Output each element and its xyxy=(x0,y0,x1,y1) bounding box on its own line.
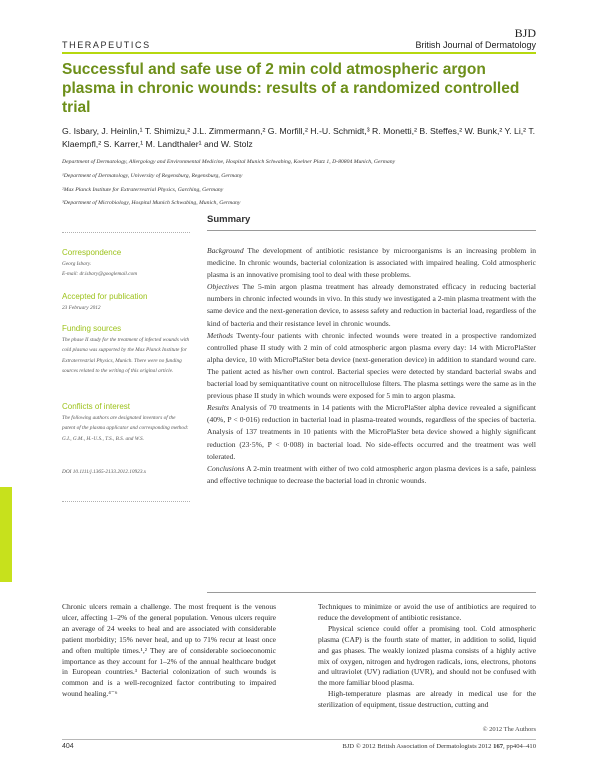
abstract-results xyxy=(207,402,536,462)
body-paragraph: Physical science could offer a promising tool. Cold atmospheric plasma (CAP) is the fourth state of matter, in addition to solid, liquid and gas phases. The weakly ionized plasma consists of a highly active mix of oxygen, nitrogen and hydrogen radicals, ions, electrons, photons and ultraviolet (UV) radiation (UVR), and should not be confused with the more familiar blood plasma. xyxy=(318,623,536,688)
section-tab xyxy=(0,487,12,582)
copyright: © 2012 The Authors xyxy=(482,726,536,733)
body-column-left xyxy=(62,602,276,700)
background-label: Background xyxy=(207,246,244,255)
accepted-heading: Accepted for publication xyxy=(62,292,148,301)
body-paragraph: Chronic ulcers remain a challenge. The most frequent is the venous ulcer, affecting 1–2% of the general population. Venous ulcers require an average of 24 weeks to heal and are associated with considerable patient morbidity; 15% never heal, and up to 71% recur at least once and often multiple times.¹,² They are of considerable socioeconomic importance as they account for 1–2% of the annual healthcare budget in European countries.³ Bacterial colonization of such wounds is common and is a well-recognized factor contributing to impaired wound healing.⁴⁻⁶ xyxy=(62,602,276,699)
methods-label: Methods xyxy=(207,330,233,340)
objectives-text: The 5-min argon plasma treatment has already demonstrated efficacy in reducing bacterial numbers in chronic infected wounds in vivo. In this study we investigated a 2-min plasma treatment with the same device and the next-generation device, to assess safety and reduction in bacterial load, regardless of the kind of bacteria and their resistance level in chronic wounds. xyxy=(207,282,536,328)
abstract-methods xyxy=(207,330,536,403)
abstract xyxy=(207,245,536,487)
correspondence-heading: Correspondence xyxy=(62,248,122,257)
objectives-label: Objectives xyxy=(207,282,239,292)
journal-abbrev: BJD xyxy=(514,26,536,40)
citation-volume: 167 xyxy=(493,743,504,750)
footer-rule xyxy=(62,739,536,740)
conclusions-text: A 2-min treatment with either of two cold atmospheric argon plasma devices is a safe, painless and effective technique to decrease the bacterial load in chronic wounds. xyxy=(207,463,536,485)
body-paragraph: Techniques to minimize or avoid the use of antibiotics are required to reduce the development of antibiotic resistance. xyxy=(318,602,536,622)
footer-citation xyxy=(342,743,536,750)
affiliations xyxy=(62,156,536,211)
summary-heading: Summary xyxy=(207,214,251,225)
header-rule xyxy=(62,52,536,54)
correspondence-block xyxy=(62,248,190,280)
affiliation-3: ³Department of Microbiology, Hospital Munich Schwabing, Munich, Germany xyxy=(62,200,241,207)
citation-pages: , pp404–410 xyxy=(503,743,536,750)
funding-block xyxy=(62,324,190,376)
results-label: Results xyxy=(207,403,229,413)
abstract-objectives xyxy=(207,281,536,329)
abstract-background xyxy=(207,245,536,281)
author-list: G. Isbary, J. Heinlin,¹ T. Shimizu,² J.L. Zimmermann,² G. Morfill,² H.-U. Schmidt,³ R. Monetti,² B. Steffes,² W. Bunk,² Y. Li,² T. Klaempfl,² S. Karrer,¹ M. Landthaler¹ and W. Stolz xyxy=(62,126,536,149)
accepted-block xyxy=(62,292,190,313)
funding-text: The phase II study for the treatment of infected wounds with cold plasma was supported by the Max Planck Institute for Extraterrestrial Physics, Munich. There were no funding sources related to the writing of this original article. xyxy=(62,337,190,374)
affiliation-1: ¹Department of Dermatology, University of Regensburg, Regensburg, Germany xyxy=(62,172,243,179)
section-label: THERAPEUTICS xyxy=(62,40,151,50)
results-text: Analysis of 70 treatments in 14 patients with the MicroPlaSter alpha device revealed a significant (40%, P < 0·016) reduction in bacterial load in plasma-treated wounds, regardless of the species of bacteria. Analysis of 137 treatments in 10 patients with the MicroPlaSter beta device showed a highly significant reduction (23·5%, P < 0·008) in bacterial load. No side-effects occurred and the treatment was well tolerated. xyxy=(207,403,536,461)
affiliation-2: ²Max Planck Institute for Extraterrestrial Physics, Garching, Germany xyxy=(62,186,224,193)
funding-heading: Funding sources xyxy=(62,324,122,333)
sidebar-rule xyxy=(62,232,190,233)
article-title: Successful and safe use of 2 min cold atmospheric argon plasma in chronic wounds: results of a randomized controlled trial xyxy=(62,61,520,116)
citation-prefix: BJD © 2012 British Association of Dermatologists 2012 xyxy=(342,743,494,750)
conflicts-heading: Conflicts of interest xyxy=(62,402,131,411)
correspondence-email[interactable]: E-mail: dr.isbary@googlemail.com xyxy=(62,271,138,278)
affiliation-main: Department of Dermatology, Allergology and Environmental Medicine, Hospital Munich Schwabing, Koelner Platz 1, D-80804 Munich, Germany xyxy=(62,159,396,165)
summary-bottom-rule xyxy=(207,592,536,593)
abstract-conclusions xyxy=(207,463,536,487)
conflicts-text: The following authors are designated inventors of the patent of the plasma applicator and corresponding method: G.I., G.M., H.-U.S., T.S., B.S. and W.S. xyxy=(62,415,189,442)
sidebar-bottom-rule xyxy=(62,501,190,502)
doi[interactable]: DOI 10.1111/j.1365-2133.2012.10923.x xyxy=(62,469,147,475)
body-column-right xyxy=(318,602,536,711)
conclusions-label: Conclusions xyxy=(207,463,245,473)
doi-block xyxy=(62,467,190,477)
page-number: 404 xyxy=(62,743,74,750)
accepted-date: 23 February 2012 xyxy=(62,305,101,311)
journal-name: British Journal of Dermatology xyxy=(415,40,536,50)
summary-rule xyxy=(207,230,536,231)
methods-text: Twenty-four patients with chronic infected wounds were treated in a prospective randomized controlled phase II study with 2 min of cold atmospheric argon plasma every day: 14 with MicroPlaSter alpha device, 10 with MicroPlaSter beta device (next-generation device) in addition to standard wound care. The patient acted as his/her own control. Bacterial species were detected by standard bacterial swabs and bacterial load by semiquantitative count on nitrocellulose filters. The plasma settings were the same as in the previous phase II study in which wounds were exposed for 5 min to argon plasma. xyxy=(207,330,536,401)
correspondence-name: Georg Isbary. xyxy=(62,261,92,267)
conflicts-block xyxy=(62,402,190,444)
body-paragraph: High-temperature plasmas are already in medical use for the sterilization of equipment, tissue destruction, cutting and xyxy=(318,689,536,710)
background-text: The development of antibiotic resistance by microorganisms is an increasing problem in medicine. In chronic wounds, bacterial colonization is associated with impaired healing. Cold atmospheric plasma is an innovative promising tool to deal with these problems. xyxy=(207,246,536,280)
